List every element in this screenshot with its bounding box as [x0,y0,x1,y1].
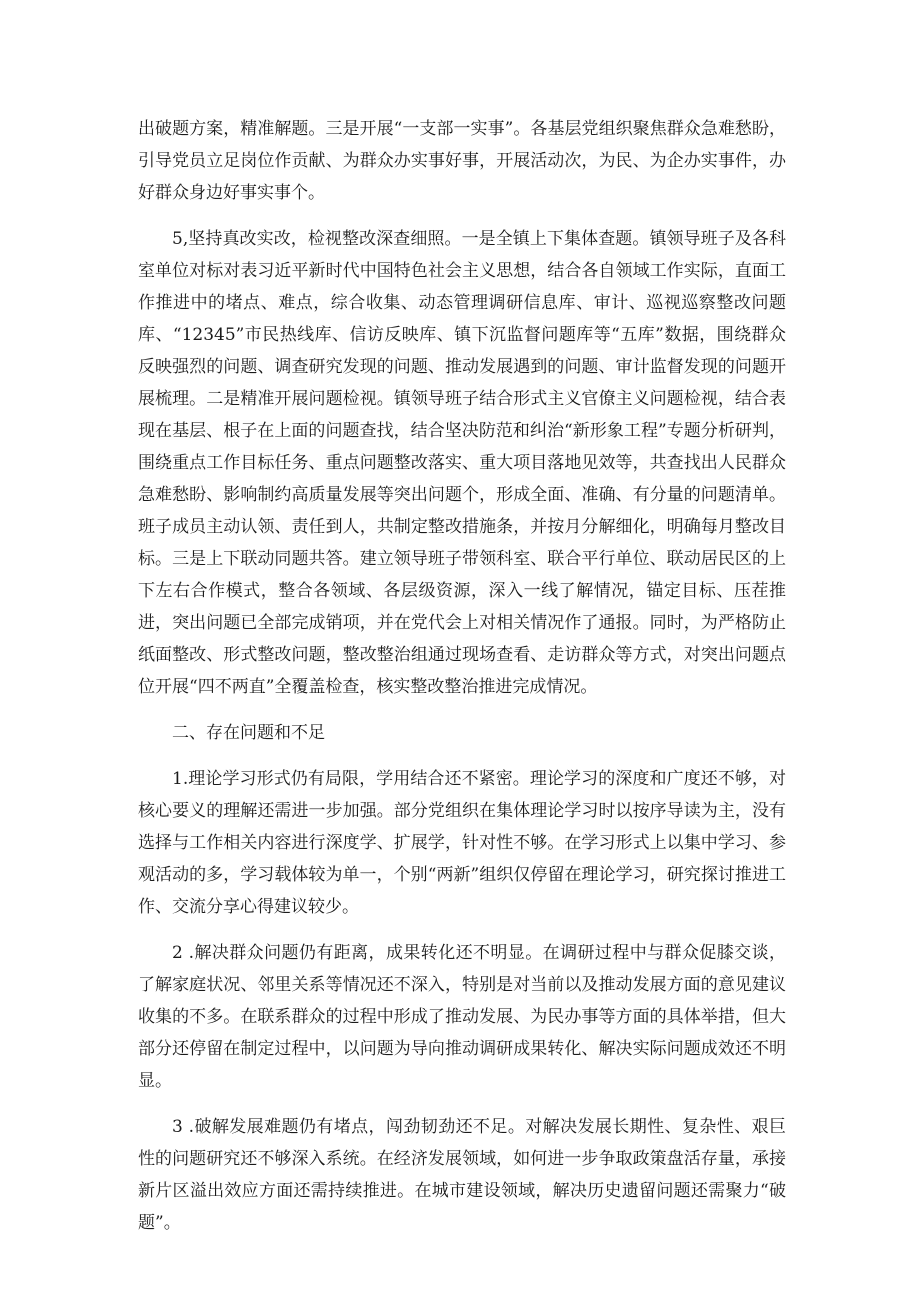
paragraph-problem-1: 1.理论学习形式仍有局限，学用结合还不紧密。理论学习的深度和广度还不够，对核心要义的理解还需进一步加强。部分党组织在集体理论学习时以按序导读为主，没有选择与工作相关内容进行深度学、扩展学，针对性不够。在学习形式上以集中学习、参观活动的多，学习载体较为单一，个别“两新”组织仅停留在理论学习，研究探讨推进工作、交流分享心得建议较少。 [138,769,786,917]
paragraph-item-5: 5,坚持真改实改，检视整改深查细照。一是全镇上下集体查题。镇领导班子及各科室单位对标对表习近平新时代中国特色社会主义思想，结合各自领域工作实际，直面工作推进中的堵点、难点，综合收集、动态管理调研信息库、审计、巡视巡察整改问题库、“12345”市民热线库、信访反映库、镇下沉监督问题库等“五库”数据，围绕群众反映强烈的问题、调查研究发现的问题、推动发展遇到的问题、审计监督发现的问题开展梳理。二是精准开展问题检视。镇领导班子结合形式主义官僚主义问题检视，结合表现在基层、根子在上面的问题查找，结合坚决防范和纠治“新形象工程”专题分析研判，围绕重点工作目标任务、重点问题整改落实、重大项目落地见效等，共查找出人民群众急难愁盼、影响制约高质量发展等突出问题个，形成全面、准确、有分量的问题清单。班子成员主动认领、责任到人，共制定整改措施条，并按月分解细化，明确每月整改目标。三是上下联动同题共答。建立领导班子带领科室、联合平行单位、联动居民区的上下左右合作模式，整合各领域、各层级资源，深入一线了解情况，锚定目标、压茬推进，突出问题已全部完成销项，并在党代会上对相关情况作了通报。同时，为严格防止纸面整改、形式整改问题，整改整治组通过现场查看、走访群众等方式，对突出问题点位开展“四不两直”全覆盖检查，核实整改整治推进完成情况。 [138,229,786,697]
paragraph-problem-3: 3 .破解发展难题仍有堵点，闯劲韧劲还不足。对解决发展长期性、复杂性、艰巨性的问题研究还不够深入系统。在经济发展领域，如何进一步争取政策盘活存量，承接新片区溢出效应方面还需持续推进。在城市建设领域，解决历史遗留问题还需聚力“破题”。 [138,1117,786,1233]
paragraph-problem-2: 2 .解决群众问题仍有距离，成果转化还不明显。在调研过程中与群众促膝交谈，了解家庭状况、邻里关系等情况还不深入，特别是对当前以及推动发展方面的意见建议收集的不多。在联系群众的过程中形成了推动发展、为民办事等方面的具体举措，但大部分还停留在制定过程中，以问题为导向推动调研成果转化、解决实际问题成效还不明显。 [138,943,786,1091]
paragraph-continuation: 出破题方案，精准解题。三是开展“一支部一实事”。各基层党组织聚焦群众急难愁盼，引导党员立足岗位作贡献、为群众办实事好事，开展活动次，为民、为企办实事件，办好群众身边好事实事个。 [138,119,786,203]
section-heading-problems: 二、存在问题和不足 [172,723,325,743]
document-body [138,113,786,1253]
